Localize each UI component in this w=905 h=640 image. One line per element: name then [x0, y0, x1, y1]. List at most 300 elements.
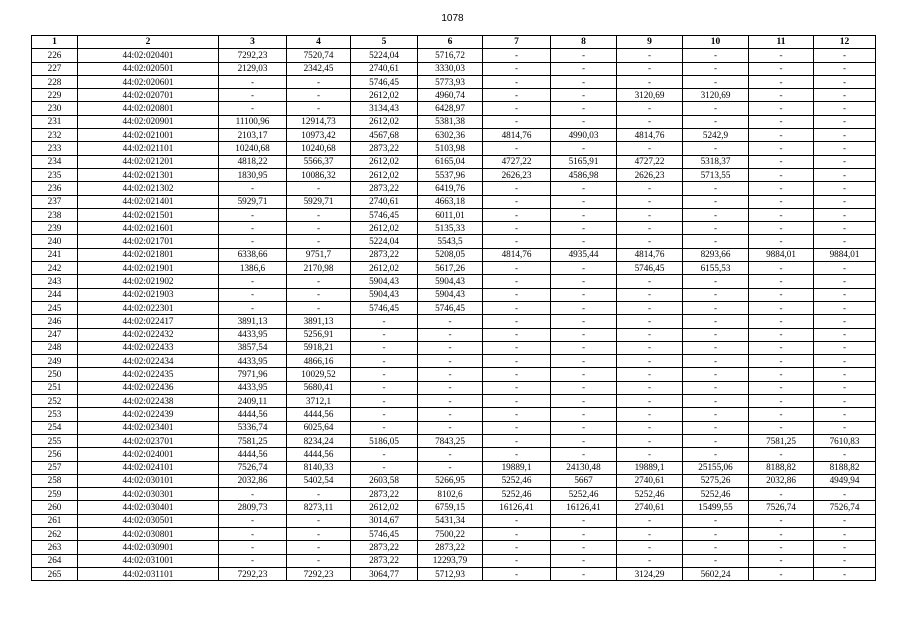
table-cell: 8293,66: [683, 248, 749, 261]
table-cell: -: [814, 408, 876, 421]
table-row: [32, 514, 876, 527]
table-cell: 44:02:021401: [78, 195, 219, 208]
table-cell: -: [749, 381, 814, 394]
table-cell: -: [617, 328, 683, 341]
table-cell: -: [749, 62, 814, 75]
table-cell: 5904,43: [418, 288, 483, 301]
table-cell: 235: [32, 168, 78, 181]
table-cell: 5256,91: [287, 328, 351, 341]
table-cell: -: [483, 368, 551, 381]
table-cell: 16126,41: [483, 501, 551, 514]
table-cell: 5602,24: [683, 567, 749, 580]
table-cell: -: [287, 235, 351, 248]
table-cell: 4814,76: [617, 248, 683, 261]
table-cell: 6011,01: [418, 208, 483, 221]
table-cell: 7610,83: [814, 434, 876, 447]
table-cell: 6759,15: [418, 501, 483, 514]
table-cell: -: [814, 235, 876, 248]
table-cell: 5208,05: [418, 248, 483, 261]
table-cell: -: [418, 408, 483, 421]
table-cell: 4727,22: [617, 155, 683, 168]
table-cell: -: [683, 368, 749, 381]
table-cell: 44:02:022434: [78, 355, 219, 368]
table-cell: -: [814, 448, 876, 461]
table-cell: -: [749, 567, 814, 580]
table-cell: 44:02:021501: [78, 208, 219, 221]
table-cell: -: [749, 554, 814, 567]
table-cell: -: [749, 222, 814, 235]
table-cell: 44:02:022433: [78, 341, 219, 354]
table-cell: -: [483, 115, 551, 128]
table-cell: -: [551, 222, 617, 235]
table-cell: 8102,6: [418, 488, 483, 501]
table-cell: -: [219, 208, 287, 221]
table-cell: -: [814, 89, 876, 102]
table-cell: 44:02:021101: [78, 142, 219, 155]
table-cell: 247: [32, 328, 78, 341]
table-cell: 226: [32, 49, 78, 62]
table-cell: -: [617, 541, 683, 554]
table-cell: -: [551, 208, 617, 221]
table-cell: -: [814, 301, 876, 314]
table-cell: -: [551, 541, 617, 554]
table-cell: -: [814, 129, 876, 142]
table-cell: -: [551, 567, 617, 580]
column-header: 11: [749, 36, 814, 49]
table-cell: -: [749, 421, 814, 434]
table-cell: -: [814, 567, 876, 580]
table-cell: -: [483, 421, 551, 434]
table-cell: -: [287, 275, 351, 288]
table-cell: 3891,13: [287, 315, 351, 328]
table-row: [32, 222, 876, 235]
table-cell: 5712,93: [418, 567, 483, 580]
table-cell: 6302,36: [418, 129, 483, 142]
table-cell: 44:02:021601: [78, 222, 219, 235]
table-cell: 8140,33: [287, 461, 351, 474]
table-row: [32, 395, 876, 408]
table-cell: -: [551, 527, 617, 540]
table-cell: -: [483, 328, 551, 341]
table-cell: 4444,56: [219, 448, 287, 461]
table-cell: -: [219, 102, 287, 115]
table-cell: -: [483, 514, 551, 527]
table-cell: 44:02:020601: [78, 75, 219, 88]
table-cell: 5680,41: [287, 381, 351, 394]
table-cell: -: [551, 355, 617, 368]
table-cell: -: [617, 115, 683, 128]
table-cell: -: [551, 115, 617, 128]
table-cell: -: [617, 275, 683, 288]
column-header: 1: [32, 36, 78, 49]
table-cell: 19889,1: [483, 461, 551, 474]
table-cell: 2626,23: [483, 168, 551, 181]
table-cell: -: [418, 395, 483, 408]
table-cell: 240: [32, 235, 78, 248]
table-cell: -: [683, 328, 749, 341]
table-cell: -: [551, 142, 617, 155]
table-cell: -: [617, 408, 683, 421]
page-number: 1078: [441, 13, 464, 24]
table-cell: -: [617, 102, 683, 115]
table-cell: 5904,43: [351, 288, 418, 301]
table-row: [32, 434, 876, 447]
table-cell: 44:02:021001: [78, 129, 219, 142]
table-cell: 2873,22: [351, 142, 418, 155]
table-cell: 6155,53: [683, 262, 749, 275]
table-cell: -: [551, 182, 617, 195]
table-cell: -: [483, 208, 551, 221]
table-cell: 44:02:021903: [78, 288, 219, 301]
table-cell: -: [683, 235, 749, 248]
table-cell: 5617,26: [418, 262, 483, 275]
table-cell: 5773,93: [418, 75, 483, 88]
table-cell: -: [219, 541, 287, 554]
table-cell: 5186,05: [351, 434, 418, 447]
table-cell: -: [814, 115, 876, 128]
table-cell: 5336,74: [219, 421, 287, 434]
table-cell: 2603,58: [351, 474, 418, 487]
table-cell: -: [551, 421, 617, 434]
column-header: 4: [287, 36, 351, 49]
table-cell: -: [814, 421, 876, 434]
table-cell: 44:02:023401: [78, 421, 219, 434]
table-cell: 2103,17: [219, 129, 287, 142]
table-cell: -: [749, 262, 814, 275]
table-cell: -: [551, 514, 617, 527]
table-cell: 44:02:022432: [78, 328, 219, 341]
table-cell: -: [749, 395, 814, 408]
table-cell: 246: [32, 315, 78, 328]
table-cell: -: [814, 541, 876, 554]
table-cell: -: [483, 49, 551, 62]
table-cell: -: [287, 514, 351, 527]
table-row: [32, 208, 876, 221]
table-row: [32, 235, 876, 248]
table-cell: -: [617, 395, 683, 408]
table-cell: 2873,22: [351, 488, 418, 501]
table-cell: -: [617, 62, 683, 75]
table-cell: -: [814, 288, 876, 301]
table-cell: -: [219, 554, 287, 567]
table-cell: 4935,44: [551, 248, 617, 261]
table-cell: 4814,76: [617, 129, 683, 142]
table-cell: -: [749, 49, 814, 62]
table-cell: 5252,46: [551, 488, 617, 501]
table-cell: -: [351, 368, 418, 381]
table-cell: 5135,33: [418, 222, 483, 235]
column-header: 6: [418, 36, 483, 49]
table-cell: 3330,03: [418, 62, 483, 75]
table-row: [32, 248, 876, 261]
table-cell: 2740,61: [351, 195, 418, 208]
table-cell: 3120,69: [617, 89, 683, 102]
table-cell: -: [483, 567, 551, 580]
table-cell: 5224,04: [351, 49, 418, 62]
table-cell: -: [814, 182, 876, 195]
table-cell: -: [551, 75, 617, 88]
table-cell: 44:02:024001: [78, 448, 219, 461]
table-row: [32, 168, 876, 181]
table-cell: 9884,01: [749, 248, 814, 261]
table-cell: -: [483, 527, 551, 540]
table-cell: -: [551, 102, 617, 115]
table-cell: 253: [32, 408, 78, 421]
table-cell: -: [219, 301, 287, 314]
table-row: [32, 155, 876, 168]
table-cell: -: [749, 142, 814, 155]
table-cell: 254: [32, 421, 78, 434]
table-cell: 2612,02: [351, 222, 418, 235]
table-row: [32, 474, 876, 487]
table-cell: -: [814, 168, 876, 181]
table-cell: -: [814, 315, 876, 328]
table-cell: 5746,45: [351, 208, 418, 221]
table-cell: 4814,76: [483, 248, 551, 261]
table-cell: -: [749, 89, 814, 102]
table-cell: -: [483, 395, 551, 408]
table-cell: 232: [32, 129, 78, 142]
table-cell: 244: [32, 288, 78, 301]
table-cell: 2409,11: [219, 395, 287, 408]
table-cell: -: [814, 275, 876, 288]
table-cell: 5746,45: [351, 301, 418, 314]
table-cell: -: [551, 554, 617, 567]
table-cell: -: [814, 527, 876, 540]
table-cell: 44:02:021801: [78, 248, 219, 261]
table-cell: 10973,42: [287, 129, 351, 142]
table-cell: -: [814, 75, 876, 88]
table-cell: 4433,95: [219, 355, 287, 368]
table-cell: -: [483, 222, 551, 235]
table-cell: -: [418, 341, 483, 354]
table-cell: -: [551, 381, 617, 394]
table-cell: 264: [32, 554, 78, 567]
table-cell: 7581,25: [219, 434, 287, 447]
table-cell: -: [418, 328, 483, 341]
table-cell: -: [418, 421, 483, 434]
table-cell: -: [287, 554, 351, 567]
table-cell: 5252,46: [683, 488, 749, 501]
table-cell: 2612,02: [351, 89, 418, 102]
table-cell: 44:02:021302: [78, 182, 219, 195]
table-cell: 2129,03: [219, 62, 287, 75]
table-cell: -: [814, 222, 876, 235]
table-cell: -: [683, 75, 749, 88]
table-cell: -: [749, 195, 814, 208]
table-cell: -: [617, 75, 683, 88]
table-cell: 265: [32, 567, 78, 580]
table-cell: -: [483, 262, 551, 275]
table-cell: 10240,68: [287, 142, 351, 155]
table-cell: 7526,74: [219, 461, 287, 474]
table-cell: -: [551, 315, 617, 328]
table-cell: -: [617, 288, 683, 301]
table-cell: 44:02:030401: [78, 501, 219, 514]
table-cell: 2873,22: [351, 248, 418, 261]
table-cell: 2170,98: [287, 262, 351, 275]
table-cell: -: [551, 448, 617, 461]
table-cell: 3857,54: [219, 341, 287, 354]
table-cell: -: [683, 554, 749, 567]
table-cell: -: [287, 208, 351, 221]
table-cell: 12914,73: [287, 115, 351, 128]
table-cell: 2032,86: [749, 474, 814, 487]
header-row: [32, 36, 876, 49]
table-cell: 4960,74: [418, 89, 483, 102]
table-cell: -: [749, 235, 814, 248]
table-cell: 24130,48: [551, 461, 617, 474]
table-cell: -: [351, 448, 418, 461]
table-cell: -: [749, 328, 814, 341]
table-cell: -: [287, 288, 351, 301]
table-row: [32, 567, 876, 580]
table-cell: -: [219, 89, 287, 102]
table-cell: 5165,91: [551, 155, 617, 168]
table-cell: 5918,21: [287, 341, 351, 354]
table-cell: -: [483, 75, 551, 88]
table-cell: -: [483, 408, 551, 421]
table-cell: 44:02:021901: [78, 262, 219, 275]
table-cell: 239: [32, 222, 78, 235]
table-cell: -: [551, 395, 617, 408]
table-row: [32, 275, 876, 288]
table-cell: 8234,24: [287, 434, 351, 447]
table-cell: 10086,32: [287, 168, 351, 181]
table-cell: -: [483, 434, 551, 447]
table-cell: -: [551, 89, 617, 102]
table-cell: -: [749, 129, 814, 142]
table-cell: -: [418, 315, 483, 328]
table-row: [32, 541, 876, 554]
table-cell: 7526,74: [749, 501, 814, 514]
table-cell: 238: [32, 208, 78, 221]
table-cell: 7526,74: [814, 501, 876, 514]
table-cell: -: [617, 301, 683, 314]
table-cell: -: [483, 62, 551, 75]
table-cell: -: [351, 461, 418, 474]
table-cell: -: [617, 341, 683, 354]
table-row: [32, 129, 876, 142]
table-row: [32, 328, 876, 341]
table-cell: 7971,96: [219, 368, 287, 381]
table-cell: 44:02:020401: [78, 49, 219, 62]
table-cell: -: [814, 142, 876, 155]
table-cell: -: [551, 262, 617, 275]
table-cell: -: [418, 368, 483, 381]
table-row: [32, 527, 876, 540]
table-cell: -: [617, 182, 683, 195]
table-cell: -: [749, 488, 814, 501]
table-cell: 5318,37: [683, 155, 749, 168]
table-cell: -: [814, 355, 876, 368]
table-cell: 5537,96: [418, 168, 483, 181]
table-cell: -: [351, 381, 418, 394]
table-cell: 263: [32, 541, 78, 554]
table-cell: 229: [32, 89, 78, 102]
table-cell: -: [617, 554, 683, 567]
table-row: [32, 501, 876, 514]
table-cell: -: [749, 275, 814, 288]
table-cell: -: [483, 315, 551, 328]
table-cell: 44:02:022438: [78, 395, 219, 408]
table-cell: 44:02:022436: [78, 381, 219, 394]
table-cell: -: [617, 421, 683, 434]
table-cell: -: [814, 102, 876, 115]
table-cell: -: [683, 381, 749, 394]
table-cell: -: [683, 395, 749, 408]
table-cell: -: [683, 182, 749, 195]
table-cell: -: [287, 301, 351, 314]
table-cell: -: [683, 408, 749, 421]
table-cell: 4727,22: [483, 155, 551, 168]
table-cell: -: [749, 288, 814, 301]
table-cell: 237: [32, 195, 78, 208]
table-cell: -: [287, 75, 351, 88]
table-cell: 5275,26: [683, 474, 749, 487]
table-cell: -: [617, 381, 683, 394]
table-cell: 8273,11: [287, 501, 351, 514]
table-cell: 44:02:030301: [78, 488, 219, 501]
table-cell: 6165,04: [418, 155, 483, 168]
table-cell: -: [483, 541, 551, 554]
table-cell: 250: [32, 368, 78, 381]
table-cell: -: [287, 222, 351, 235]
table-cell: -: [749, 75, 814, 88]
table-cell: -: [551, 195, 617, 208]
table-cell: -: [749, 448, 814, 461]
table-cell: -: [683, 62, 749, 75]
table-cell: -: [683, 195, 749, 208]
table-cell: 5929,71: [219, 195, 287, 208]
table-cell: -: [749, 368, 814, 381]
table-cell: 44:02:021902: [78, 275, 219, 288]
table-cell: 3134,43: [351, 102, 418, 115]
table-cell: -: [814, 554, 876, 567]
table-row: [32, 461, 876, 474]
table-cell: -: [483, 235, 551, 248]
table-cell: 5543,5: [418, 235, 483, 248]
table-cell: -: [683, 208, 749, 221]
table-cell: -: [483, 182, 551, 195]
table-cell: 5746,45: [418, 301, 483, 314]
table-cell: 44:02:022439: [78, 408, 219, 421]
table-cell: -: [287, 102, 351, 115]
table-cell: -: [219, 288, 287, 301]
table-cell: -: [617, 222, 683, 235]
table-cell: 6428,97: [418, 102, 483, 115]
table-cell: -: [617, 434, 683, 447]
table-cell: 4586,98: [551, 168, 617, 181]
table-cell: -: [814, 208, 876, 221]
table-cell: -: [287, 488, 351, 501]
table-cell: 241: [32, 248, 78, 261]
table-cell: -: [683, 514, 749, 527]
table-cell: 5252,46: [483, 474, 551, 487]
table-cell: -: [749, 408, 814, 421]
table-cell: 44:02:022435: [78, 368, 219, 381]
table-cell: -: [617, 448, 683, 461]
table-cell: 2809,73: [219, 501, 287, 514]
table-cell: -: [814, 514, 876, 527]
table-cell: -: [749, 355, 814, 368]
table-cell: 258: [32, 474, 78, 487]
table-cell: 2873,22: [351, 182, 418, 195]
table-cell: -: [483, 355, 551, 368]
table-cell: 7292,23: [219, 567, 287, 580]
table-cell: 5224,04: [351, 235, 418, 248]
table-cell: 259: [32, 488, 78, 501]
